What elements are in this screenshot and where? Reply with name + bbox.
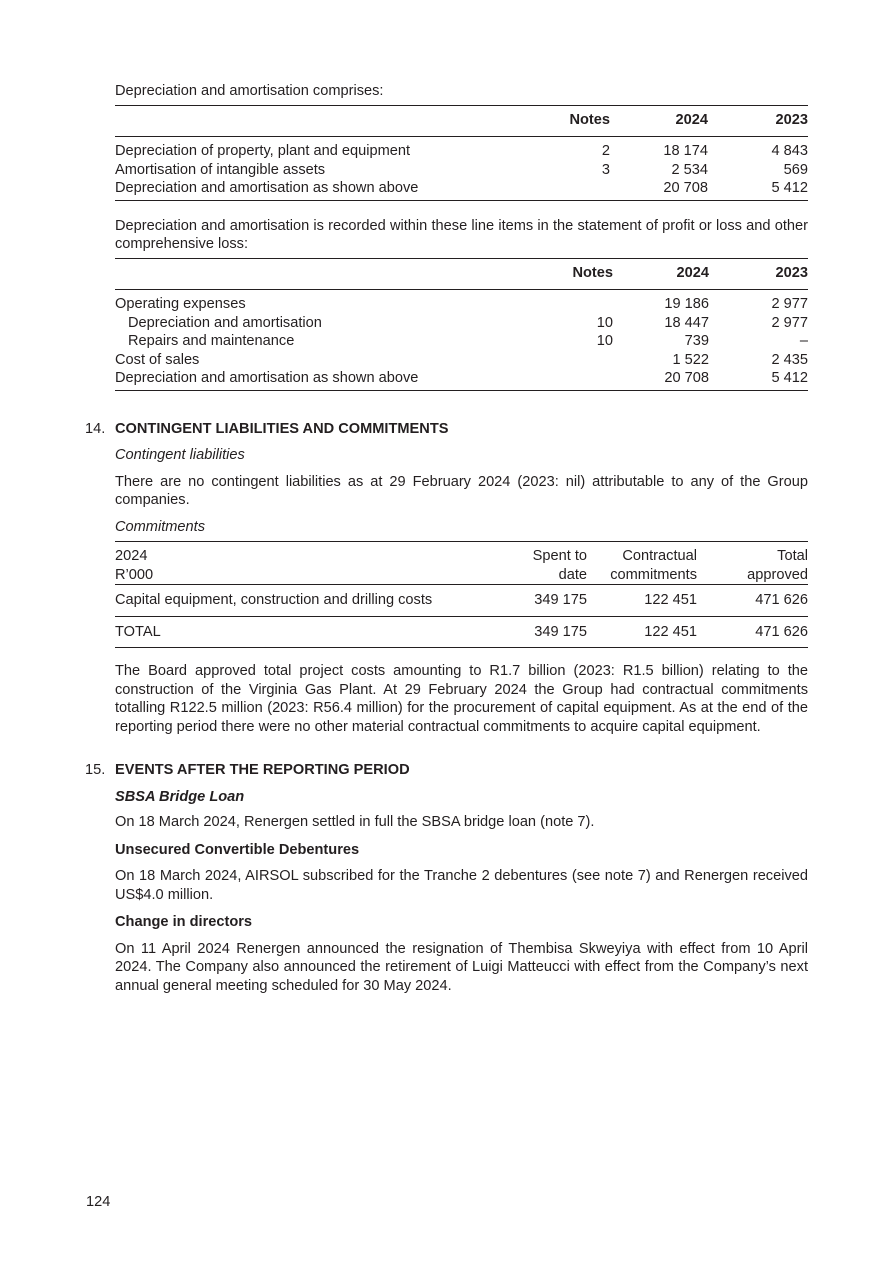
commitments-header-year: 2024 bbox=[115, 548, 148, 564]
commitments-table bbox=[115, 541, 808, 648]
table2-intro: Depreciation and amortisation is recorded within these line items in the statement of profit or loss and other comprehensive loss: bbox=[115, 217, 808, 252]
table1-total-row: Depreciation and amortisation as shown above 20 708 5 412 bbox=[115, 179, 808, 200]
commitments-total-row: TOTAL 349 175 122 451 471 626 bbox=[115, 616, 808, 648]
debentures-text: On 18 March 2024, AIRSOL subscribed for the Tranche 2 debentures (see note 7) and Renergen received US$4.0 million. bbox=[115, 868, 808, 903]
table2-total-row: Depreciation and amortisation as shown above 20 708 5 412 bbox=[115, 369, 808, 390]
change-in-directors-heading: Change in directors bbox=[115, 914, 253, 930]
commitments-header-unit: R’000 bbox=[115, 566, 154, 583]
page-content bbox=[85, 82, 808, 995]
table1-intro: Depreciation and amortisation comprises: bbox=[115, 83, 384, 99]
commitments-header-spent-1: Spent to bbox=[532, 548, 587, 564]
table-row: Operating expenses 19 186 2 977 bbox=[115, 290, 808, 314]
depreciation-table bbox=[115, 105, 808, 201]
table-row: Capital equipment, construction and drilling costs 349 175 122 451 471 626 bbox=[115, 585, 808, 617]
section-14 bbox=[85, 420, 808, 737]
section-15-number: 15. bbox=[85, 762, 106, 778]
table-row: Depreciation and amortisation 10 18 447 2 977 bbox=[128, 314, 808, 331]
table-row: Amortisation of intangible assets 3 2 534 569 bbox=[115, 161, 808, 178]
sbsa-bridge-loan-text: On 18 March 2024, Renergen settled in full the SBSA bridge loan (note 7). bbox=[115, 814, 595, 830]
commitments-header-spent-2: date bbox=[558, 566, 587, 583]
line-items-table bbox=[115, 258, 808, 391]
section-14-number: 14. bbox=[85, 420, 106, 437]
commitments-header-contract-1: Contractual bbox=[622, 548, 697, 564]
contingent-liabilities-text: There are no contingent liabilities as at 29 February 2024 (2023: nil) attributable to any of the Group companies. bbox=[115, 473, 808, 508]
table2-header-notes: Notes bbox=[558, 258, 613, 290]
commitments-text: The Board approved total project costs amounting to R1.7 billion (2023: R1.5 billion) relating to the construction of the Virginia Gas Plant. At 29 February 2024 the Group had contractual commitments totalling R122.5 million (2023: R56.4 million) for the procurement of capital equipment. As at the end of the reporting period there were no other material contractual commitments to acquire capital equipment. bbox=[115, 663, 808, 735]
change-in-directors-text: On 11 April 2024 Renergen announced the resignation of Thembisa Skweyiya with effect from 10 April 2024. The Company also announced the retirement of Luigi Matteucci with effect from the Company’s next annual general meeting scheduled for 30 May 2024. bbox=[115, 940, 808, 994]
section-15 bbox=[85, 761, 808, 995]
section-14-title: CONTINGENT LIABILITIES AND COMMITMENTS bbox=[115, 420, 449, 437]
commitments-header-row bbox=[115, 542, 808, 585]
debentures-heading: Unsecured Convertible Debentures bbox=[115, 841, 360, 858]
table2-header-row bbox=[115, 258, 808, 290]
page-number: 124 bbox=[86, 1194, 111, 1210]
table-row: Cost of sales 1 522 2 435 bbox=[115, 351, 808, 368]
table1-header-2024: 2024 bbox=[610, 105, 708, 137]
sbsa-bridge-loan-heading: SBSA Bridge Loan bbox=[115, 788, 245, 805]
table1-header-row bbox=[115, 105, 808, 137]
table2-header-2024: 2024 bbox=[613, 258, 709, 290]
table-row: Repairs and maintenance 10 739 – bbox=[128, 333, 808, 349]
commitments-header-contract-2: commitments bbox=[610, 566, 697, 583]
commitments-header-total-1: Total bbox=[777, 548, 808, 564]
section-15-title: EVENTS AFTER THE REPORTING PERIOD bbox=[115, 762, 410, 778]
table-row: Depreciation of property, plant and equipment 2 18 174 4 843 bbox=[115, 137, 808, 161]
commitments-header-total-2: approved bbox=[747, 566, 808, 583]
table1-header-notes: Notes bbox=[555, 105, 610, 137]
table2-header-2023: 2023 bbox=[709, 258, 808, 290]
table1-header-2023: 2023 bbox=[708, 105, 808, 137]
contingent-liabilities-heading: Contingent liabilities bbox=[115, 447, 245, 463]
commitments-heading: Commitments bbox=[115, 518, 206, 535]
